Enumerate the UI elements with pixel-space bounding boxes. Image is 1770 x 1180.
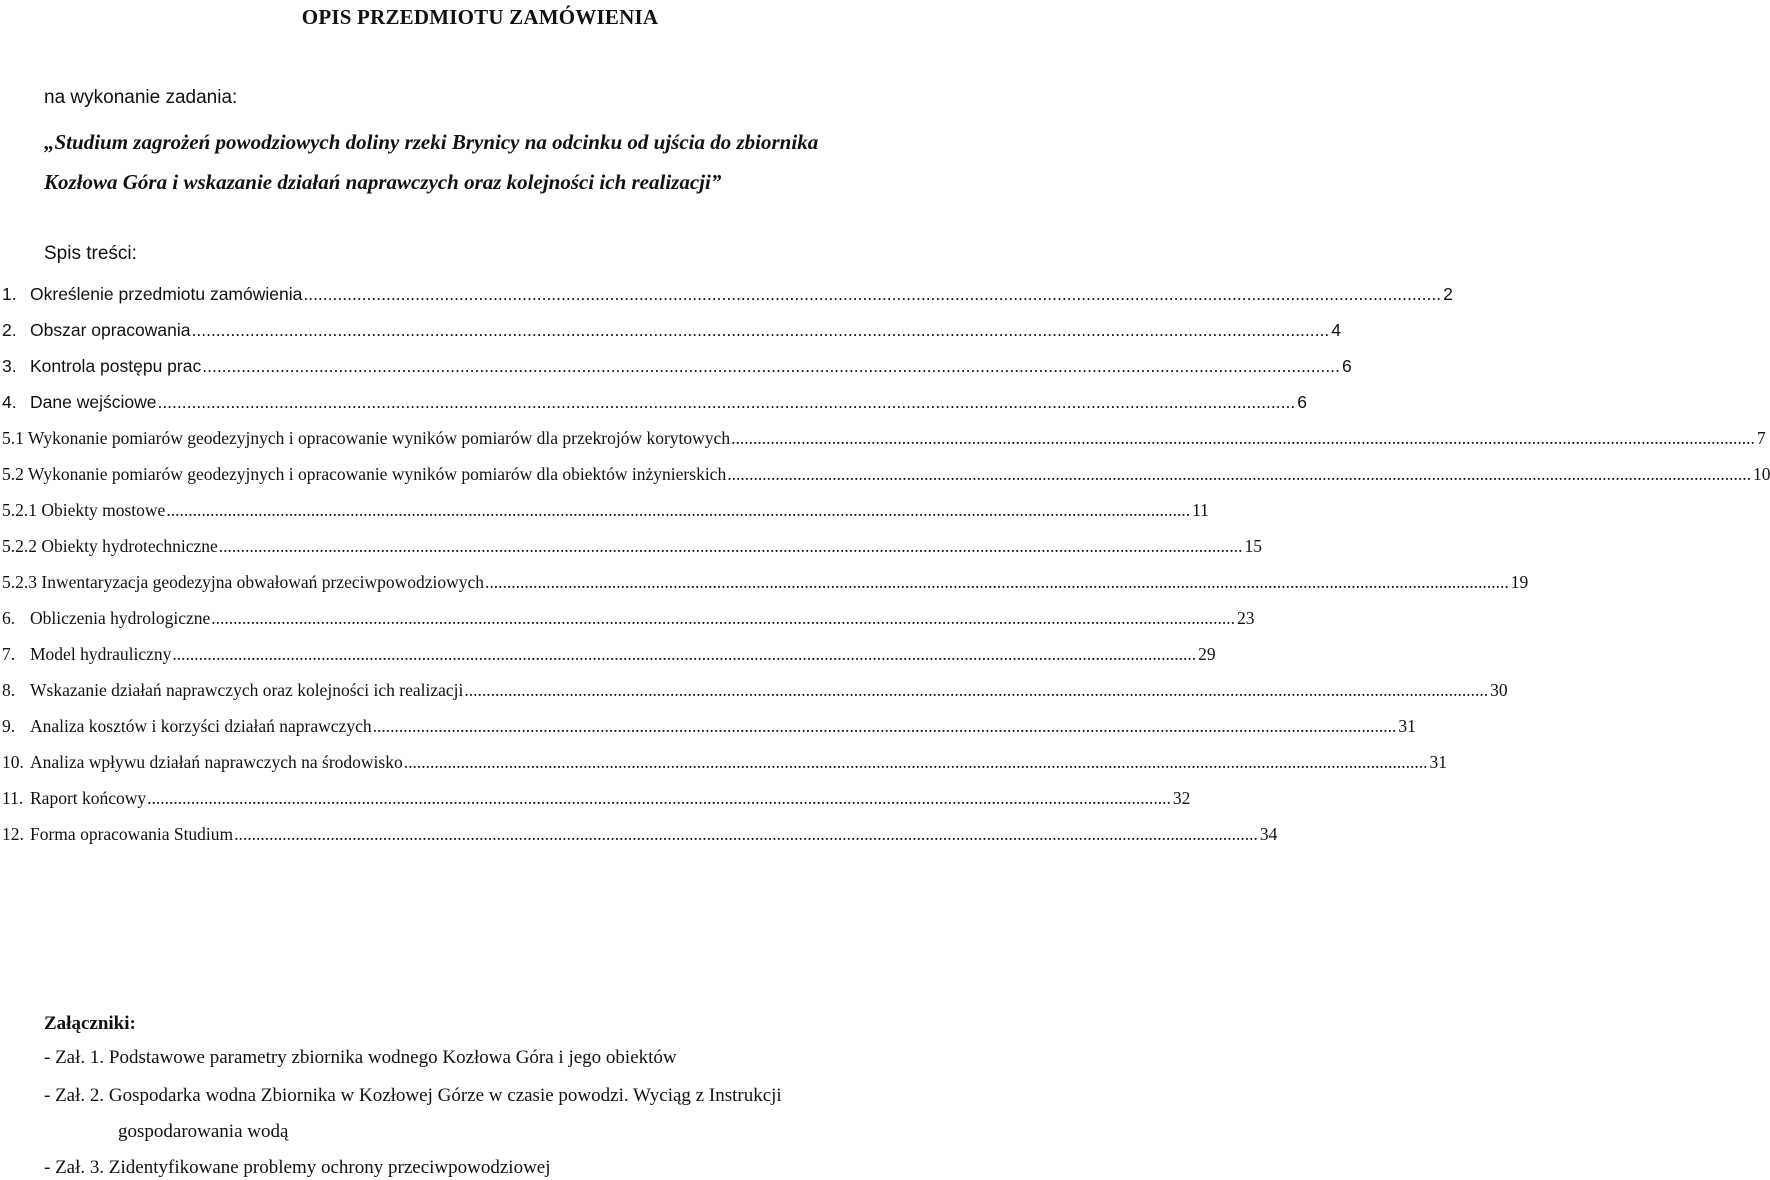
toc-heading: Spis treści: [44,243,137,264]
toc-leader-dots [234,822,1258,846]
task-title-line-1: „Studium zagrożeń powodziowych doliny rzeki Brynicy na odcinku od ujścia do zbiornika [44,130,819,154]
toc-item-page: 4 [1331,320,1341,340]
toc-item-10[interactable] [2,750,1447,786]
toc-item-label: 5.2.1 Obiekty mostowe [2,500,166,520]
toc-leader-dots [485,570,1509,594]
toc-item-page: 10 [1752,464,1770,484]
toc-item-number: 3. [2,356,17,376]
intro-text: na wykonanie zadania: [44,87,238,108]
toc-item-label: Raport końcowy [30,788,147,808]
toc-item-page: 6 [1341,356,1352,376]
attachment-item-2: - Zał. 2. Gospodarka wodna Zbiornika w Kozłowej Górze w czasie powodzi. Wyciąg z Instrukcji [44,1085,782,1106]
attachments-heading: Załączniki: [44,1013,136,1034]
toc-item-5-1[interactable] [2,426,1766,462]
toc-item-number: 7. [2,644,16,664]
toc-item-number: 4. [2,392,17,412]
toc-item-3[interactable] [2,354,1352,390]
toc-item-page: 31 [1429,752,1447,772]
toc-leader-dots [731,426,1755,450]
toc-item-page: 19 [1510,572,1529,592]
toc-item-2[interactable] [2,318,1341,354]
toc-leader-dots [202,354,1340,378]
toc-leader-dots [157,390,1295,414]
toc-item-9[interactable] [2,714,1416,750]
toc-item-page: 29 [1198,644,1216,664]
toc-item-number: 1. [2,284,17,304]
toc-item-5-2-3[interactable] [2,570,1529,606]
toc-item-label: 5.2.3 Inwentaryzacja geodezyjna obwałowań przeciwpowodziowych [2,572,485,592]
toc-leader-dots [211,606,1235,630]
attachment-item-1: - Zał. 1. Podstawowe parametry zbiornika wodnego Kozłowa Góra i jego obiektów [44,1047,677,1068]
toc-leader-dots [464,678,1488,702]
toc-item-label: Analiza kosztów i korzyści działań naprawczych [30,716,372,736]
task-title [44,122,934,202]
toc-item-6[interactable] [2,606,1255,642]
toc-item-12[interactable] [2,822,1278,858]
toc-item-label: Analiza wpływu działań naprawczych na środowisko [30,752,403,772]
toc-item-page: 34 [1259,824,1278,844]
toc-item-label: Forma opracowania Studium [30,824,234,844]
toc-item-label: Obszar opracowania [30,320,191,340]
toc-leader-dots [147,786,1171,810]
toc-item-7[interactable] [2,642,1216,678]
toc-item-page: 15 [1244,536,1263,556]
toc-item-11[interactable] [2,786,1191,822]
toc-item-number: 2. [2,320,17,340]
toc-item-number: 9. [2,716,16,736]
toc-item-page: 23 [1237,608,1255,628]
toc-item-label: Określenie przedmiotu zamówienia [30,284,303,304]
toc-item-label: Model hydrauliczny [30,644,172,664]
attachment-item-2-continuation: gospodarowania wodą [118,1121,289,1142]
task-title-line-2: Kozłowa Góra i wskazanie działań naprawczych oraz kolejności ich realizacji” [44,170,722,194]
toc-leader-dots [192,318,1330,342]
toc-item-page: 32 [1172,788,1191,808]
toc-leader-dots [303,282,1441,306]
toc-item-page: 2 [1443,284,1453,304]
toc-item-label: Kontrola postępu prac [30,356,202,376]
toc-item-page: 7 [1756,428,1766,448]
toc-item-number: 12. [2,824,24,844]
toc-item-1[interactable] [2,282,1453,318]
toc-item-label: Dane wejściowe [30,392,157,412]
toc-leader-dots [219,534,1243,558]
toc-item-number: 11. [2,788,24,808]
toc-item-number: 10. [2,752,24,772]
toc-item-label: 5.2.2 Obiekty hydrotechniczne [2,536,218,556]
toc-leader-dots [166,498,1190,522]
toc-item-5-2-1[interactable] [2,498,1209,534]
toc-item-label: 5.2 Wykonanie pomiarów geodezyjnych i opracowanie wyników pomiarów dla obiektów inżynierskich [2,464,727,484]
toc-item-page: 31 [1398,716,1416,736]
toc-item-4[interactable] [2,390,1307,426]
toc-leader-dots [404,750,1428,774]
toc-item-number: 8. [2,680,16,700]
toc-item-8[interactable] [2,678,1508,714]
toc-leader-dots [727,462,1751,486]
toc-item-page: 30 [1490,680,1508,700]
toc-item-5-2-2[interactable] [2,534,1263,570]
toc-item-number: 6. [2,608,16,628]
page-title: OPIS PRZEDMIOTU ZAMÓWIENIA [301,5,659,29]
toc-item-5-2[interactable] [2,462,1770,498]
toc-item-page: 11 [1192,500,1209,520]
toc-item-label: Wskazanie działań naprawczych oraz kolejności ich realizacji [30,680,464,700]
toc-leader-dots [172,642,1196,666]
toc-item-page: 6 [1297,392,1307,412]
attachment-item-3: - Zał. 3. Zidentyfikowane problemy ochrony przeciwpowodziowej [44,1157,551,1178]
toc-item-label: 5.1 Wykonanie pomiarów geodezyjnych i opracowanie wyników pomiarów dla przekrojów korytowych [2,428,731,448]
toc-item-label: Obliczenia hydrologiczne [30,608,211,628]
toc-leader-dots [373,714,1397,738]
